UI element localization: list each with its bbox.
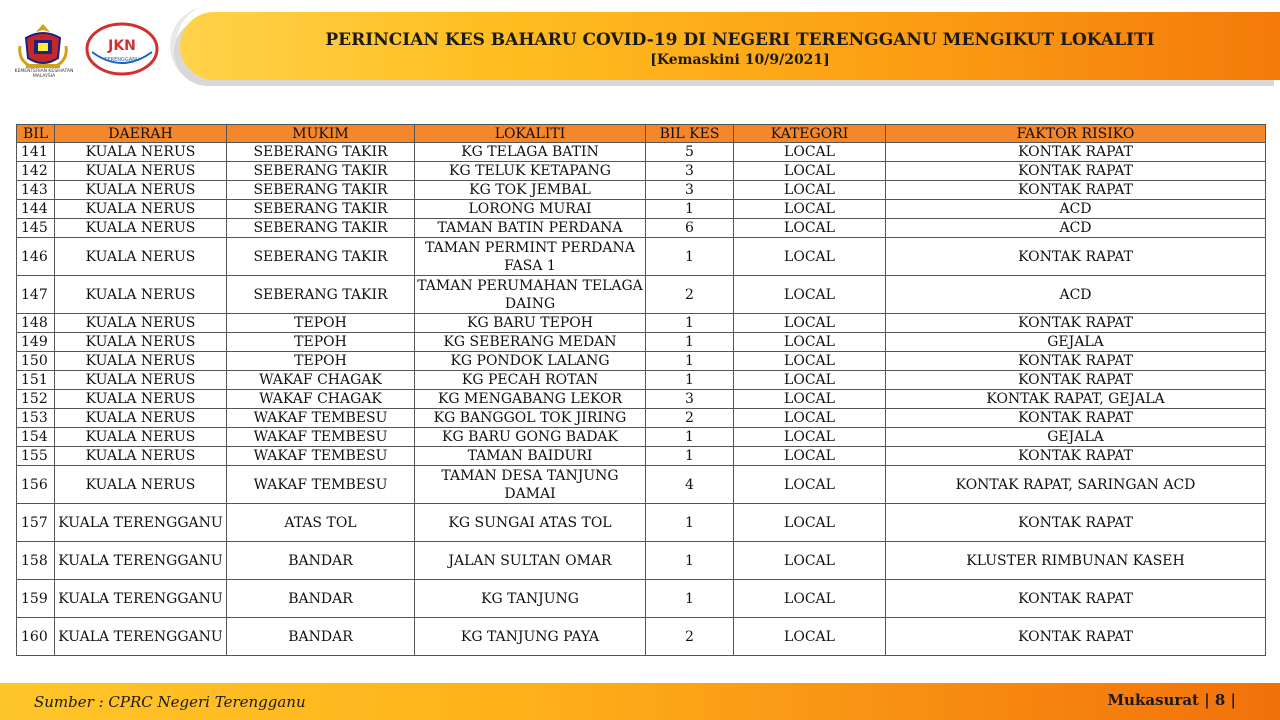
cell-kategori: LOCAL xyxy=(734,143,886,162)
cell-bil: 158 xyxy=(17,542,55,580)
page-subtitle: [Kemaskini 10/9/2021] xyxy=(650,52,830,68)
cell-bil-kes: 1 xyxy=(646,447,734,466)
cell-kategori: LOCAL xyxy=(734,580,886,618)
cell-bil-kes: 1 xyxy=(646,580,734,618)
cell-daerah: KUALA NERUS xyxy=(55,447,227,466)
cell-bil-kes: 1 xyxy=(646,542,734,580)
cell-lokaliti: KG BANGGOL TOK JIRING xyxy=(415,409,646,428)
cell-kategori: LOCAL xyxy=(734,181,886,200)
cell-mukim: SEBERANG TAKIR xyxy=(227,181,415,200)
cell-mukim: WAKAF TEMBESU xyxy=(227,428,415,447)
cell-faktor-risiko: ACD xyxy=(886,200,1266,219)
cell-bil: 151 xyxy=(17,371,55,390)
cell-faktor-risiko: KONTAK RAPAT xyxy=(886,352,1266,371)
cell-faktor-risiko: KONTAK RAPAT xyxy=(886,181,1266,200)
col-header-mukim: MUKIM xyxy=(227,125,415,143)
cell-mukim: BANDAR xyxy=(227,542,415,580)
col-header-bil: BIL xyxy=(17,125,55,143)
cell-kategori: LOCAL xyxy=(734,238,886,276)
cell-faktor-risiko: ACD xyxy=(886,276,1266,314)
table-header-row xyxy=(17,125,1266,143)
cell-faktor-risiko: ACD xyxy=(886,219,1266,238)
table-row xyxy=(17,580,1266,618)
cell-faktor-risiko: KONTAK RAPAT xyxy=(886,238,1266,276)
cell-bil-kes: 2 xyxy=(646,276,734,314)
cell-kategori: LOCAL xyxy=(734,409,886,428)
table-row xyxy=(17,371,1266,390)
cell-bil-kes: 4 xyxy=(646,466,734,504)
table-row xyxy=(17,181,1266,200)
cell-daerah: KUALA NERUS xyxy=(55,390,227,409)
cell-daerah: KUALA NERUS xyxy=(55,314,227,333)
cell-bil: 152 xyxy=(17,390,55,409)
col-header-lokaliti: LOKALITI xyxy=(415,125,646,143)
table-row xyxy=(17,447,1266,466)
table-row xyxy=(17,333,1266,352)
table-row xyxy=(17,143,1266,162)
cell-mukim: SEBERANG TAKIR xyxy=(227,219,415,238)
cell-lokaliti: TAMAN PERMINT PERDANA FASA 1 xyxy=(415,238,646,276)
page-number: Mukasurat | 8 | xyxy=(1107,691,1236,709)
cell-bil: 160 xyxy=(17,618,55,656)
cell-kategori: LOCAL xyxy=(734,618,886,656)
cell-bil-kes: 1 xyxy=(646,238,734,276)
page-title: PERINCIAN KES BAHARU COVID-19 DI NEGERI TERENGGANU MENGIKUT LOKALITI xyxy=(325,30,1155,50)
cell-bil-kes: 1 xyxy=(646,314,734,333)
cell-kategori: LOCAL xyxy=(734,162,886,181)
cell-faktor-risiko: KLUSTER RIMBUNAN KASEH xyxy=(886,542,1266,580)
cell-lokaliti: JALAN SULTAN OMAR xyxy=(415,542,646,580)
cell-lokaliti: TAMAN BATIN PERDANA xyxy=(415,219,646,238)
cell-kategori: LOCAL xyxy=(734,352,886,371)
cell-kategori: LOCAL xyxy=(734,466,886,504)
cell-bil-kes: 1 xyxy=(646,504,734,542)
cell-kategori: LOCAL xyxy=(734,428,886,447)
table-row xyxy=(17,466,1266,504)
cell-bil: 141 xyxy=(17,143,55,162)
cell-daerah: KUALA NERUS xyxy=(55,428,227,447)
cell-bil-kes: 1 xyxy=(646,200,734,219)
cell-kategori: LOCAL xyxy=(734,219,886,238)
cell-mukim: ATAS TOL xyxy=(227,504,415,542)
cell-daerah: KUALA NERUS xyxy=(55,276,227,314)
cell-daerah: KUALA TERENGGANU xyxy=(55,580,227,618)
table-row xyxy=(17,390,1266,409)
cell-mukim: WAKAF TEMBESU xyxy=(227,466,415,504)
cell-daerah: KUALA NERUS xyxy=(55,162,227,181)
cell-mukim: WAKAF TEMBESU xyxy=(227,447,415,466)
table-row xyxy=(17,162,1266,181)
cell-mukim: TEPOH xyxy=(227,314,415,333)
jkn-terengganu-logo xyxy=(84,22,160,76)
cell-lokaliti: KG MENGABANG LEKOR xyxy=(415,390,646,409)
cell-bil: 142 xyxy=(17,162,55,181)
cell-faktor-risiko: KONTAK RAPAT xyxy=(886,618,1266,656)
cell-faktor-risiko: KONTAK RAPAT xyxy=(886,314,1266,333)
table-row xyxy=(17,314,1266,333)
col-header-daerah: DAERAH xyxy=(55,125,227,143)
cell-daerah: KUALA NERUS xyxy=(55,200,227,219)
cell-mukim: TEPOH xyxy=(227,333,415,352)
cell-bil: 146 xyxy=(17,238,55,276)
cell-kategori: LOCAL xyxy=(734,276,886,314)
cell-kategori: LOCAL xyxy=(734,371,886,390)
cell-faktor-risiko: KONTAK RAPAT, GEJALA xyxy=(886,390,1266,409)
cell-bil-kes: 3 xyxy=(646,181,734,200)
cell-mukim: BANDAR xyxy=(227,580,415,618)
cell-mukim: SEBERANG TAKIR xyxy=(227,143,415,162)
cell-daerah: KUALA NERUS xyxy=(55,409,227,428)
cell-kategori: LOCAL xyxy=(734,542,886,580)
cell-kategori: LOCAL xyxy=(734,504,886,542)
cell-faktor-risiko: KONTAK RAPAT xyxy=(886,409,1266,428)
table-row xyxy=(17,618,1266,656)
cell-faktor-risiko: KONTAK RAPAT xyxy=(886,162,1266,181)
cell-kategori: LOCAL xyxy=(734,333,886,352)
cell-bil: 149 xyxy=(17,333,55,352)
col-header-faktor-risiko: FAKTOR RISIKO xyxy=(886,125,1266,143)
cell-daerah: KUALA NERUS xyxy=(55,466,227,504)
cell-daerah: KUALA NERUS xyxy=(55,371,227,390)
cell-mukim: WAKAF TEMBESU xyxy=(227,409,415,428)
cell-bil: 156 xyxy=(17,466,55,504)
cell-lokaliti: TAMAN BAIDURI xyxy=(415,447,646,466)
cell-bil-kes: 3 xyxy=(646,162,734,181)
cell-bil-kes: 1 xyxy=(646,371,734,390)
table-row xyxy=(17,428,1266,447)
cell-lokaliti: KG PONDOK LALANG xyxy=(415,352,646,371)
cell-mukim: WAKAF CHAGAK xyxy=(227,390,415,409)
table-row xyxy=(17,276,1266,314)
cell-bil-kes: 1 xyxy=(646,428,734,447)
cell-daerah: KUALA TERENGGANU xyxy=(55,542,227,580)
cell-bil-kes: 5 xyxy=(646,143,734,162)
cell-bil-kes: 1 xyxy=(646,352,734,371)
cell-daerah: KUALA NERUS xyxy=(55,143,227,162)
cell-lokaliti: KG PECAH ROTAN xyxy=(415,371,646,390)
cell-faktor-risiko: KONTAK RAPAT xyxy=(886,504,1266,542)
cell-bil-kes: 3 xyxy=(646,390,734,409)
cell-lokaliti: TAMAN PERUMAHAN TELAGA DAING xyxy=(415,276,646,314)
source-note: Sumber : CPRC Negeri Terengganu xyxy=(34,693,306,711)
cell-bil: 147 xyxy=(17,276,55,314)
cell-lokaliti: TAMAN DESA TANJUNG DAMAI xyxy=(415,466,646,504)
cell-kategori: LOCAL xyxy=(734,390,886,409)
cell-faktor-risiko: GEJALA xyxy=(886,333,1266,352)
cell-bil: 144 xyxy=(17,200,55,219)
cell-mukim: SEBERANG TAKIR xyxy=(227,238,415,276)
table-row xyxy=(17,409,1266,428)
col-header-bil-kes: BIL KES xyxy=(646,125,734,143)
cell-lokaliti: KG TANJUNG xyxy=(415,580,646,618)
cell-bil: 150 xyxy=(17,352,55,371)
kkm-logo-caption: KEMENTERIAN KESIHATAN MALAYSIA xyxy=(14,69,74,79)
cell-kategori: LOCAL xyxy=(734,200,886,219)
cell-bil-kes: 2 xyxy=(646,618,734,656)
cell-bil: 145 xyxy=(17,219,55,238)
cell-daerah: KUALA TERENGGANU xyxy=(55,504,227,542)
table-row xyxy=(17,352,1266,371)
cell-lokaliti: LORONG MURAI xyxy=(415,200,646,219)
cell-daerah: KUALA NERUS xyxy=(55,181,227,200)
cell-bil: 157 xyxy=(17,504,55,542)
cell-daerah: KUALA NERUS xyxy=(55,352,227,371)
cell-lokaliti: KG BARU TEPOH xyxy=(415,314,646,333)
jkn-logo-text: JKN xyxy=(108,38,136,54)
cell-daerah: KUALA TERENGGANU xyxy=(55,618,227,656)
cell-mukim: WAKAF CHAGAK xyxy=(227,371,415,390)
cell-bil-kes: 6 xyxy=(646,219,734,238)
cell-lokaliti: KG BARU GONG BADAK xyxy=(415,428,646,447)
cell-bil: 143 xyxy=(17,181,55,200)
cell-lokaliti: KG TELAGA BATIN xyxy=(415,143,646,162)
cell-lokaliti: KG TELUK KETAPANG xyxy=(415,162,646,181)
col-header-kategori: KATEGORI xyxy=(734,125,886,143)
cell-lokaliti: KG SEBERANG MEDAN xyxy=(415,333,646,352)
cell-faktor-risiko: KONTAK RAPAT xyxy=(886,371,1266,390)
cell-daerah: KUALA NERUS xyxy=(55,333,227,352)
cell-kategori: LOCAL xyxy=(734,314,886,333)
cell-lokaliti: KG TANJUNG PAYA xyxy=(415,618,646,656)
cell-faktor-risiko: KONTAK RAPAT xyxy=(886,447,1266,466)
cell-bil-kes: 1 xyxy=(646,333,734,352)
jkn-logo-caption: TERENGGANU xyxy=(104,57,140,63)
cell-daerah: KUALA NERUS xyxy=(55,219,227,238)
cell-bil: 159 xyxy=(17,580,55,618)
cell-kategori: LOCAL xyxy=(734,447,886,466)
cell-faktor-risiko: KONTAK RAPAT, SARINGAN ACD xyxy=(886,466,1266,504)
cell-mukim: BANDAR xyxy=(227,618,415,656)
cell-mukim: TEPOH xyxy=(227,352,415,371)
cell-bil: 155 xyxy=(17,447,55,466)
cell-mukim: SEBERANG TAKIR xyxy=(227,276,415,314)
cell-bil-kes: 2 xyxy=(646,409,734,428)
table-row xyxy=(17,542,1266,580)
cell-daerah: KUALA NERUS xyxy=(55,238,227,276)
table-row xyxy=(17,200,1266,219)
table-row xyxy=(17,238,1266,276)
cell-lokaliti: KG SUNGAI ATAS TOL xyxy=(415,504,646,542)
cell-mukim: SEBERANG TAKIR xyxy=(227,162,415,181)
cell-bil: 148 xyxy=(17,314,55,333)
cell-bil: 153 xyxy=(17,409,55,428)
cases-table xyxy=(16,124,1266,656)
cell-faktor-risiko: KONTAK RAPAT xyxy=(886,580,1266,618)
cell-faktor-risiko: GEJALA xyxy=(886,428,1266,447)
cell-faktor-risiko: KONTAK RAPAT xyxy=(886,143,1266,162)
cell-mukim: SEBERANG TAKIR xyxy=(227,200,415,219)
table-row xyxy=(17,504,1266,542)
table-row xyxy=(17,219,1266,238)
cell-bil: 154 xyxy=(17,428,55,447)
cell-lokaliti: KG TOK JEMBAL xyxy=(415,181,646,200)
